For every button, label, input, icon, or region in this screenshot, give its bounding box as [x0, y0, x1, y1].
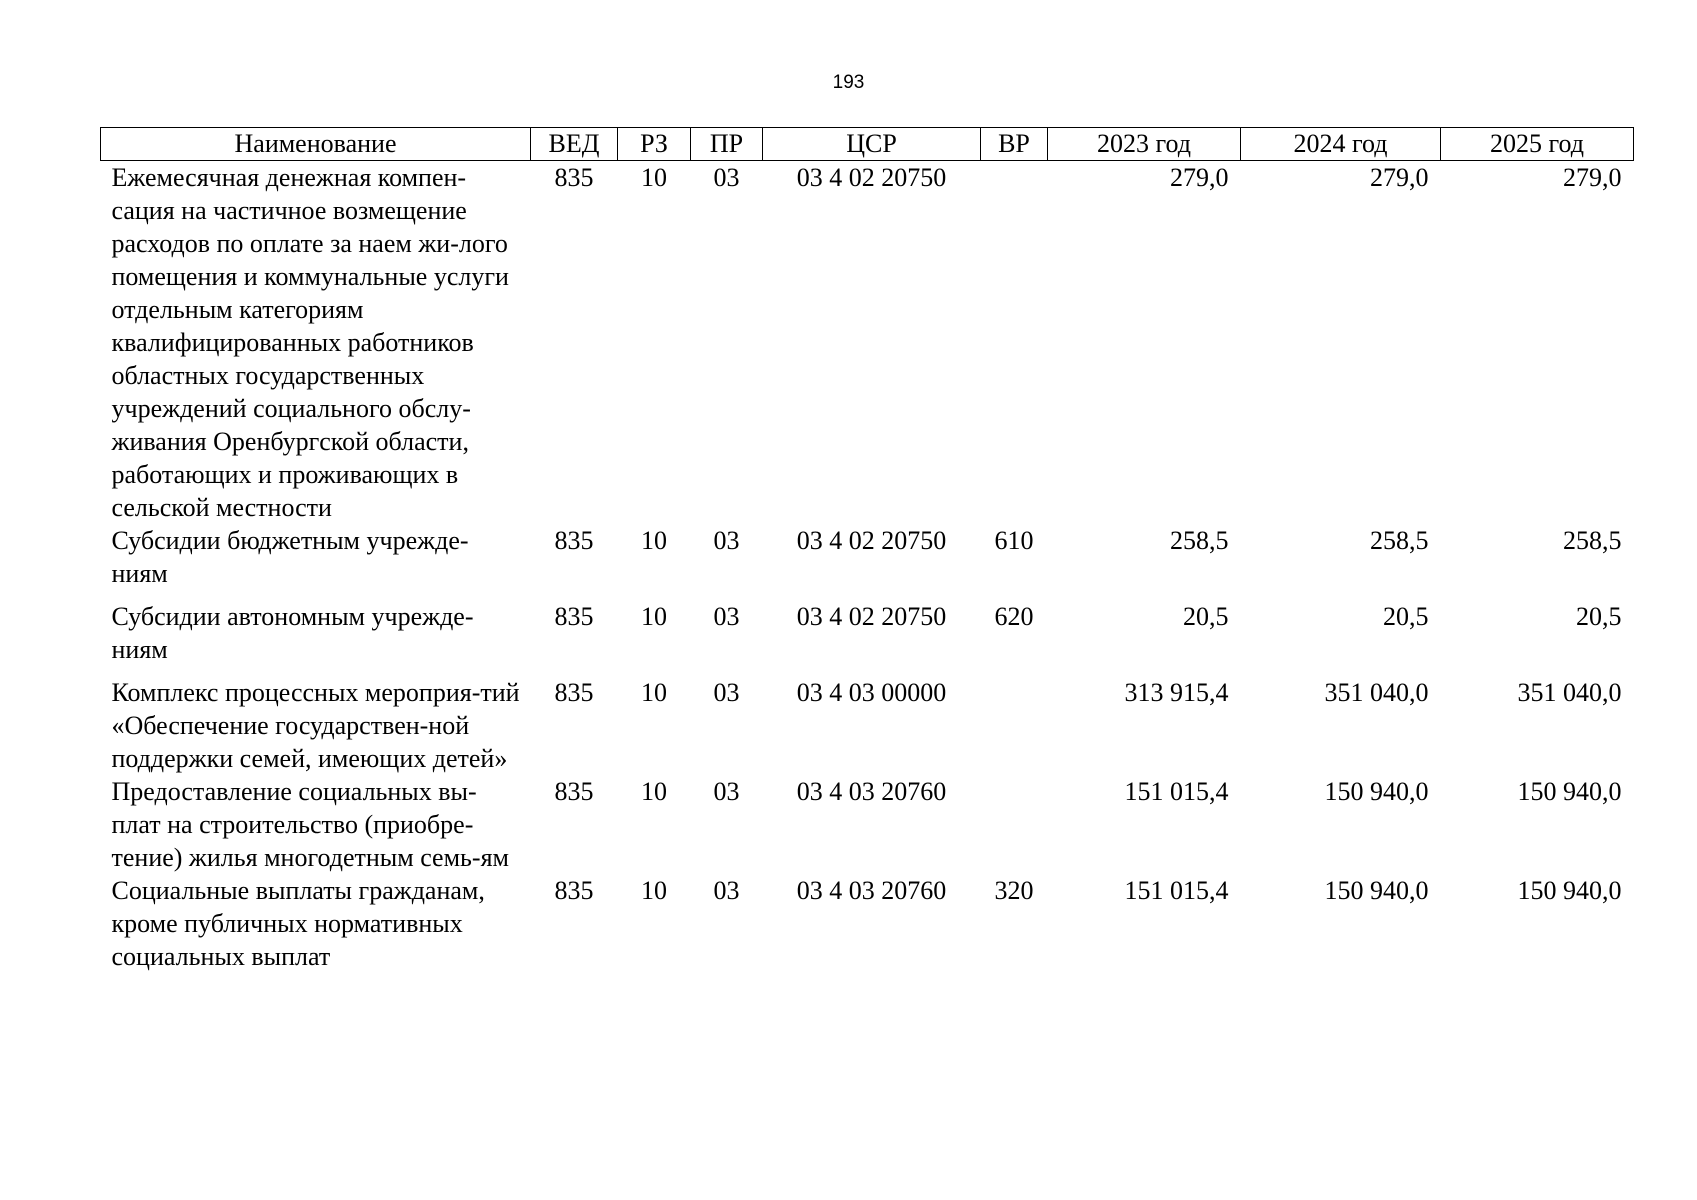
row-ved: 835	[554, 678, 594, 707]
row-2025: 258,5	[1563, 526, 1622, 555]
row-ved: 835	[554, 163, 594, 192]
row-2024: 150 940,0	[1324, 876, 1429, 905]
row-2024: 258,5	[1370, 526, 1429, 555]
row-2023: 313 915,4	[1124, 678, 1229, 707]
row-ved: 835	[554, 876, 594, 905]
row-pr: 03	[713, 678, 740, 707]
budget-table	[100, 127, 1634, 973]
row-2023: 151 015,4	[1124, 876, 1229, 905]
row-pr: 03	[713, 526, 740, 555]
row-csr: 03 4 02 20750	[796, 526, 947, 555]
row-2023: 20,5	[1183, 602, 1229, 631]
row-pr: 03	[713, 163, 740, 192]
row-csr: 03 4 02 20750	[796, 163, 947, 192]
table-row	[101, 524, 1634, 600]
row-ved: 835	[554, 526, 594, 555]
header-pr: ПР	[691, 128, 763, 161]
row-2025: 150 940,0	[1517, 777, 1622, 806]
row-vr	[981, 161, 1048, 525]
header-rz: РЗ	[618, 128, 691, 161]
row-2024: 20,5	[1383, 602, 1429, 631]
row-rz: 10	[641, 163, 667, 192]
row-ved: 835	[554, 777, 594, 806]
header-2023: 2023 год	[1048, 128, 1241, 161]
header-vr: ВР	[981, 128, 1048, 161]
row-2024: 150 940,0	[1324, 777, 1429, 806]
row-2025: 351 040,0	[1517, 678, 1622, 707]
page-number: 193	[832, 72, 865, 93]
table-row	[101, 600, 1634, 676]
row-ved: 835	[554, 602, 594, 631]
row-vr: 320	[994, 876, 1034, 905]
row-rz: 10	[641, 678, 667, 707]
row-pr: 03	[713, 876, 740, 905]
row-vr	[981, 775, 1048, 874]
row-csr: 03 4 02 20750	[796, 602, 947, 631]
header-row	[101, 128, 1634, 161]
row-vr	[981, 676, 1048, 775]
header-ved: ВЕД	[531, 128, 618, 161]
row-vr: 610	[994, 526, 1034, 555]
header-name: Наименование	[101, 128, 531, 161]
row-rz: 10	[641, 526, 667, 555]
row-rz: 10	[641, 777, 667, 806]
row-pr: 03	[713, 602, 740, 631]
row-2024: 279,0	[1370, 163, 1429, 192]
table-row	[101, 775, 1634, 874]
header-2024: 2024 год	[1241, 128, 1441, 161]
row-2025: 279,0	[1563, 163, 1622, 192]
row-2025: 20,5	[1576, 602, 1622, 631]
row-csr: 03 4 03 20760	[796, 876, 947, 905]
row-name: Ежемесячная денежная компен-сация на частичное возмещение расходов по оплате за наем жи-лого помещения и коммунальные услуги отдельным категориям квалифицированных работников областных государственных учреждений социального обслу-живания Оренбургской области, работающих и проживающих в сельской местности	[111, 163, 509, 522]
row-name: Субсидии автономным учрежде-ниям	[111, 602, 474, 664]
row-pr: 03	[713, 777, 740, 806]
row-2024: 351 040,0	[1324, 678, 1429, 707]
row-csr: 03 4 03 20760	[796, 777, 947, 806]
row-2023: 151 015,4	[1124, 777, 1229, 806]
row-vr: 620	[994, 602, 1034, 631]
row-name: Субсидии бюджетным учрежде-ниям	[111, 526, 469, 588]
row-2023: 279,0	[1170, 163, 1229, 192]
header-2025: 2025 год	[1441, 128, 1634, 161]
row-csr: 03 4 03 00000	[796, 678, 947, 707]
row-rz: 10	[641, 876, 667, 905]
row-2025: 150 940,0	[1517, 876, 1622, 905]
row-2023: 258,5	[1170, 526, 1229, 555]
row-name: Комплекс процессных мероприя-тий «Обеспечение государствен-ной поддержки семей, имеющих детей»	[111, 678, 520, 773]
row-name: Предоставление социальных вы-плат на строительство (приобре-тение) жилья многодетным семь-ям	[111, 777, 509, 872]
row-name: Социальные выплаты гражданам, кроме публичных нормативных социальных выплат	[111, 876, 485, 971]
header-csr: ЦСР	[763, 128, 981, 161]
table-row	[101, 676, 1634, 775]
table-row	[101, 874, 1634, 973]
table-row	[101, 161, 1634, 525]
row-rz: 10	[641, 602, 667, 631]
